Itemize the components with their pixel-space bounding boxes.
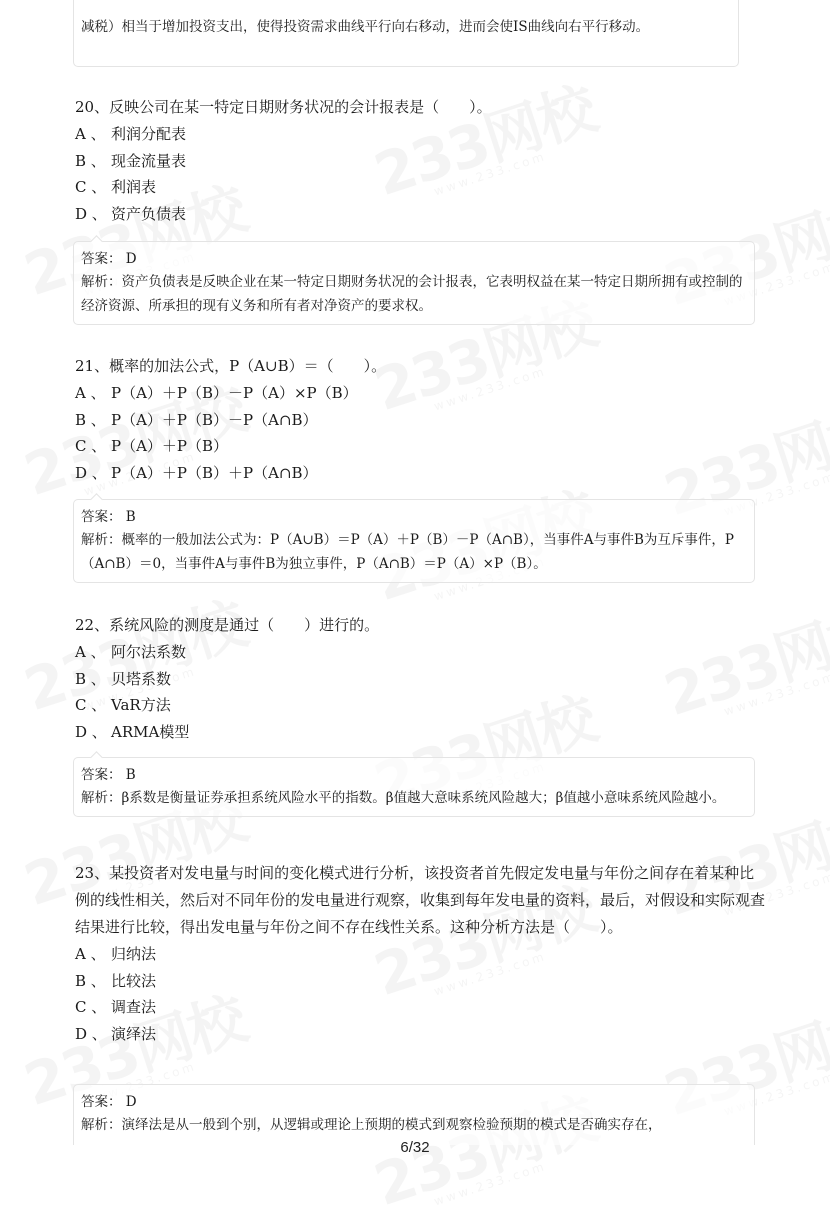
option-text: VaR方法: [111, 696, 171, 714]
explanation-line: [81, 528, 747, 576]
answer-value: B: [125, 767, 136, 783]
option-letter: B 、: [75, 971, 106, 990]
option-letter: A 、: [75, 125, 106, 143]
question-stem: 23、某投资者对发电量与时间的变化模式进行分析，该投资者首先假定发电量与年份之间存在着某种比例的线性相关，然后对不同年份的发电量进行观察，收集到每年发电量的资料，最后，对假设和实际观查结果进行比较，得出发电量与年份之间不存在线性关系。这种分析方法是（ ）。: [75, 864, 766, 936]
page-indicator: 6/32: [400, 1139, 430, 1156]
answer-line: [81, 1091, 747, 1113]
option-text: 归纳法: [111, 945, 157, 963]
option-letter: B 、: [75, 410, 106, 429]
answer-value: D: [125, 1094, 137, 1110]
answer-label: 答案：: [81, 251, 122, 267]
option-d: [75, 719, 765, 746]
option-letter: B 、: [75, 151, 106, 170]
question-stem: 20、反映公司在某一特定日期财务状况的会计报表是（ ）。: [75, 98, 492, 116]
explanation-line: [81, 270, 747, 318]
option-text: P（A）＋P（B）－P（A）×P（B）: [111, 384, 358, 402]
previous-explanation-tail: 减税）相当于增加投资支出，使得投资需求曲线平行向右移动，进而会使IS曲线向右平行移动。: [81, 19, 650, 35]
option-c: [75, 994, 765, 1021]
answer-box-21: [73, 499, 755, 583]
option-c: [75, 692, 765, 719]
option-b: [75, 968, 765, 995]
option-letter: C 、: [75, 696, 107, 714]
option-text: 资产负债表: [111, 204, 187, 223]
explanation-text: 资产负债表是反映企业在某一特定日期财务状况的会计报表，它表明权益在某一特定日期所拥有或控制的经济资源、所承担的现有义务和所有者对净资产的要求权。: [81, 274, 743, 314]
option-letter: D 、: [75, 204, 107, 223]
explanation-line: [81, 1113, 747, 1137]
option-letter: A 、: [75, 643, 106, 661]
option-text: 现金流量表: [111, 151, 187, 170]
option-text: P（A）＋P（B）＋P（A∩B）: [111, 463, 318, 482]
option-a: [75, 121, 765, 148]
option-text: 比较法: [111, 971, 157, 990]
option-d: [75, 460, 765, 487]
answer-label: 答案：: [81, 767, 122, 783]
option-d: [75, 201, 765, 228]
answer-line: [81, 248, 747, 270]
question-20: [75, 94, 765, 227]
option-letter: C 、: [75, 998, 107, 1016]
option-letter: A 、: [75, 384, 106, 402]
option-letter: D 、: [75, 463, 107, 482]
option-b: [75, 407, 765, 434]
option-text: ARMA模型: [111, 722, 190, 741]
answer-value: B: [125, 509, 136, 525]
answer-box-23: [73, 1084, 755, 1145]
explanation-label: 解析：: [81, 274, 122, 290]
option-letter: A 、: [75, 945, 106, 963]
explanation-text: β系数是衡量证券承担系统风险水平的指数。β值越大意味系统风险越大；β值越小意味系统风险越小。: [121, 790, 726, 806]
answer-line: [81, 506, 747, 528]
answer-label: 答案：: [81, 509, 122, 525]
explanation-label: 解析：: [81, 1117, 122, 1133]
option-text: 利润表: [111, 178, 157, 196]
option-letter: B 、: [75, 669, 106, 688]
answer-box-22: [73, 757, 755, 817]
option-text: 利润分配表: [111, 125, 187, 143]
option-a: [75, 639, 765, 666]
option-d: [75, 1021, 765, 1048]
option-c: [75, 433, 765, 460]
option-a: [75, 380, 765, 407]
option-text: 调查法: [111, 998, 157, 1016]
answer-value: D: [125, 251, 137, 267]
explanation-label: 解析：: [81, 790, 122, 806]
question-23: [75, 860, 765, 1047]
explanation-line: [81, 786, 747, 810]
question-stem: 21、概率的加法公式，P（A∪B）＝（ ）。: [75, 357, 387, 375]
option-c: [75, 174, 765, 201]
explanation-label: 解析：: [81, 532, 122, 548]
option-text: P（A）＋P（B）: [111, 437, 229, 455]
explanation-text: 演绎法是从一般到个别，从逻辑或理论上预期的模式到观察检验预期的模式是否确实存在，: [121, 1117, 662, 1133]
previous-explanation-box: [73, 0, 739, 67]
option-text: P（A）＋P（B）－P（A∩B）: [111, 410, 318, 429]
option-letter: C 、: [75, 178, 107, 196]
option-text: 演绎法: [111, 1024, 157, 1043]
option-letter: C 、: [75, 437, 107, 455]
question-stem: 22、系统风险的测度是通过（ ）进行的。: [75, 616, 380, 634]
option-a: [75, 941, 765, 968]
answer-box-20: [73, 241, 755, 325]
option-b: [75, 148, 765, 175]
option-text: 阿尔法系数: [111, 643, 187, 661]
option-b: [75, 666, 765, 693]
question-22: [75, 612, 765, 745]
explanation-text: 概率的一般加法公式为：P（A∪B）＝P（A）＋P（B）－P（A∩B），当事件A与事件B为互斥事件，P（A∩B）＝0，当事件A与事件B为独立事件，P（A∩B）＝P（A）×P（B）。: [81, 532, 734, 572]
option-letter: D 、: [75, 722, 107, 741]
answer-line: [81, 764, 747, 786]
option-text: 贝塔系数: [111, 669, 172, 688]
question-21: [75, 353, 765, 486]
answer-label: 答案：: [81, 1094, 122, 1110]
option-letter: D 、: [75, 1024, 107, 1043]
